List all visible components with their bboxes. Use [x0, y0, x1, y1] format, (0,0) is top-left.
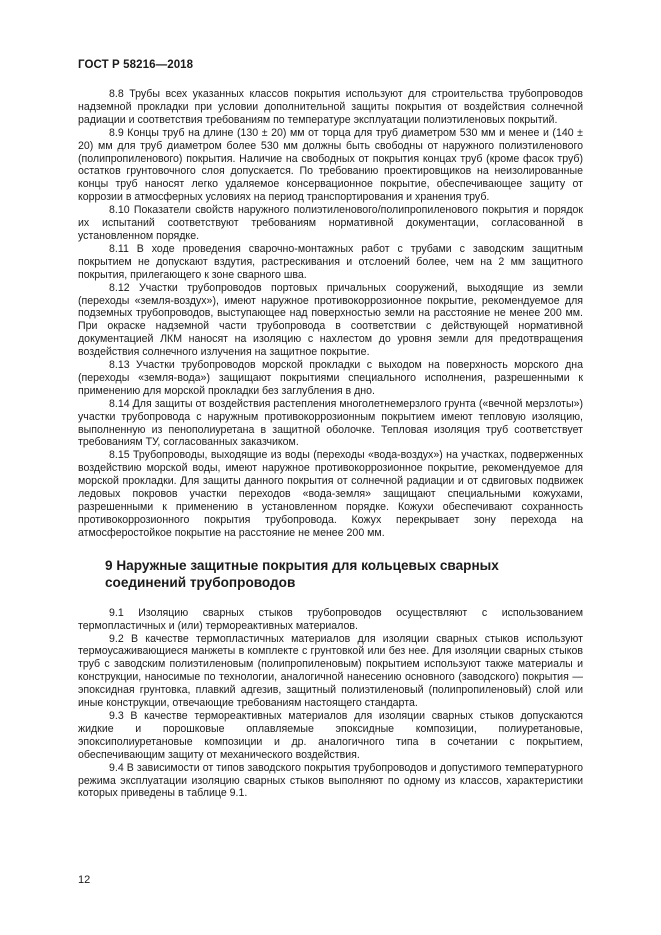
paragraph-8-10: 8.10 Показатели свойств наружного полиэтиленового/полипропиленового покрытия и порядок их испытаний соответствуют требованиям нормативной документации, согласованной в установленном порядке. — [78, 204, 583, 242]
paragraph-8-8: 8.8 Трубы всех указанных классов покрытия используют для строительства трубопроводов надземной прокладки при условии дополнительной защиты покрытия от воздействия солнечной радиации и соответствия требованиям по температуре эксплуатации полиэтиленовых покрытий. — [78, 88, 583, 126]
paragraph-9-1: 9.1 Изоляцию сварных стыков трубопроводов осуществляют с использованием термопластичных и (или) термореактивных материалов. — [78, 606, 583, 632]
paragraph-9-4: 9.4 В зависимости от типов заводского покрытия трубопроводов и допустимого температурного режима эксплуатации изоляцию сварных стыков выполняют по одному из классов, характеристики которых приведены в таблице 9.1. — [78, 761, 583, 800]
paragraph-8-12: 8.12 Участки трубопроводов портовых причальных сооружений, выходящие из земли (переходы «земля-воздух»), имеют наружное противокоррозионное покрытие, рекомендуемое для подземных трубопроводов, выступающее над поверхностью земли на расстояние не менее 200 мм. При окраске надземной части трубопровода в соответствии с действующей нормативной документацией ЛКМ наносят на изоляцию с нахлестом до уровня земли для предотвращения воздействия солнечного излучения на защитное покрытие. — [78, 281, 583, 359]
paragraph-8-9: 8.9 Концы труб на длине (130 ± 20) мм от торца для труб диаметром 530 мм и менее и (140 ± 20) мм для труб диаметром более 530 мм должны быть свободны от наружного полиэтиленового (полипропиленового) покрытия. Наличие на свободных от покрытия концах труб (кроме фасок труб) остатков грунтовочного слоя допускается. По требованию проектировщиков на неизолированные концы труб наносят легко удаляемое консервационное покрытие, обеспечивающее защиту от коррозии в атмосферных условиях на период транспортирования и хранения труб. — [78, 126, 583, 204]
page-number: 12 — [78, 874, 91, 886]
document-header: ГОСТ Р 58216—2018 — [78, 59, 194, 71]
paragraph-9-3: 9.3 В качестве термореактивных материалов для изоляции сварных стыков допускаются жидкие и порошковые оплавляемые эпоксидные композиции, полиуретановые, эпоксиполиуретановые композиции и др. аналогичного типа в сочетании с покрытием, обеспечивающим защиту от механического воздействия. — [78, 709, 583, 761]
paragraph-9-2: 9.2 В качестве термопластичных материалов для изоляции сварных стыков используют термоусаживающиеся манжеты в комплекте с грунтовкой или без нее. Для изоляции сварных стыков труб с заводским полиэтиленовым (полипропиленовым) покрытием используют также материалы и конструкции, наносимые по технологии, аналогичной нанесению основного (заводского) покрытия — эпоксидная грунтовка, плавкий адгезив, защитный полиэтиленовый (полипропиленовый) слой или иные конструкции, отвечающие требованиям настоящего стандарта. — [78, 632, 583, 710]
paragraph-8-15: 8.15 Трубопроводы, выходящие из воды (переходы «вода-воздух») на участках, подверженных воздействию морской воды, имеют наружное противокоррозионное покрытие, рекомендуемое для морской прокладки. Для защиты данного покрытия от солнечной радиации и от сдвиговых подвижек ледовых покровов участки переходов «вода-земля» защищают специальными кожухами, разрешенными к применению в установленном порядке. Кожухи обеспечивают сохранность противокоррозионного покрытия трубопровода. Кожух перекрывает зону перехода на атмосферостойкое покрытие на расстояние не менее 200 мм. — [78, 449, 583, 539]
page-content — [78, 88, 583, 800]
paragraph-8-13: 8.13 Участки трубопроводов морской прокладки с выходом на поверхность морского дна (переходы «земля-вода») защищают покрытиями специального исполнения, разрешенными к применению для морской прокладки без заглубления в дно. — [78, 359, 583, 397]
section-9-title: 9 Наружные защитные покрытия для кольцевых сварных соединений трубопроводов — [105, 557, 499, 590]
paragraph-8-11: 8.11 В ходе проведения сварочно-монтажных работ с трубами с заводским защитным покрытием не допускают вздутия, растрескивания и отслоений более, чем на 2 мм защитного покрытия, прилегающего к зоне сварного шва. — [78, 242, 583, 281]
paragraph-8-14: 8.14 Для защиты от воздействия растепления многолетнемерзлого грунта («вечной мерзлоты») участки трубопровода с наружным противокоррозионным покрытием имеют тепловую изоляцию, выполненную из пенополиуретана в защитной оболочке. Тепловая изоляция труб соответствует требованиям ТУ, согласованных заказчиком. — [78, 397, 583, 449]
